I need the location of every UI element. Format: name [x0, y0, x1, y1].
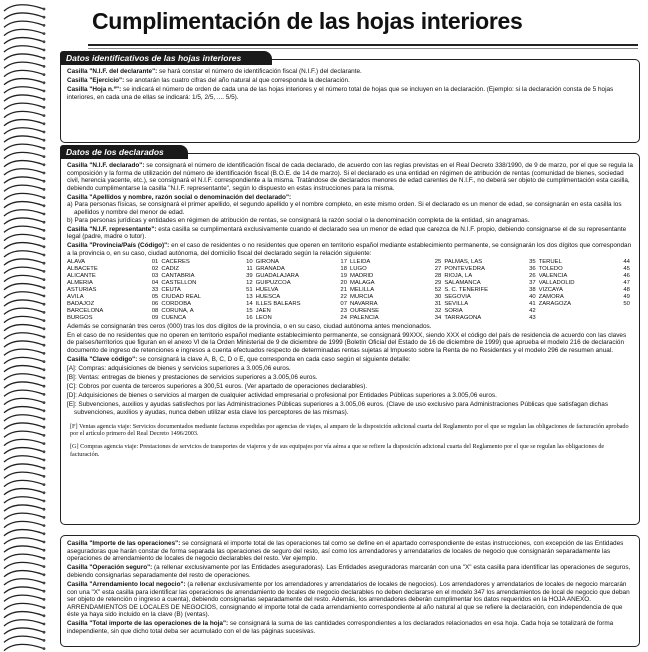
province-code: 51: [246, 286, 253, 293]
field-text: se hará constar el número de identificación fiscal (N.I.F.) del declarante.: [157, 68, 362, 75]
province-name: ÁVILA: [67, 293, 84, 300]
field-label: Casilla "Provincia/País (Código)":: [67, 242, 170, 250]
province-row: [350, 315, 441, 322]
province-name: GUADALAJARA: [255, 272, 299, 279]
province-row: [444, 280, 535, 287]
province-name: GIRONA: [255, 258, 279, 265]
paragraph-total-importe: [67, 620, 633, 635]
province-code: 19: [340, 272, 347, 279]
province-name: CÓRDOBA: [161, 300, 192, 307]
province-name: CORUÑA, A: [161, 307, 194, 314]
title-rule: [88, 44, 638, 46]
province-row: [161, 294, 252, 301]
field-text: (a rellenar exclusivamente por los arrendadores y arrendatarios de locales de negocios). Los arrendadores y arrendatarios de locales de negocio marcarán con una "X" esta casilla para identificar las operaciones de arrendamiento de locales de negocio declarables no deben declararse en el modelo 347 los arrendamientos de local de negocio que deban ser objeto de retención o ingreso a cuenta), debiendo consignarlas separadamente del resto. Además, los arrendadores deberán cumplimentar los datos requeridos en la HOJA ANEXO. ARRENDAMIENTOS DE LOCALES DE NEGOCIOS, consignando el importe total de cada arrendamiento correspondiente al año natural al que se refiere la declaración, con independencia de que éste ya haya sido incluido en la clave (B) (ventas).: [67, 580, 630, 619]
province-column: [539, 259, 633, 322]
province-row: [539, 294, 630, 301]
province-name: CASTELLÓN: [161, 279, 197, 286]
clave-item: [A]: Compras: adquisiciones de bienes y servicios superiores a 3.005,06 euros.: [67, 365, 291, 373]
province-row: [67, 273, 158, 280]
province-row: [350, 259, 441, 266]
province-row: [539, 266, 630, 273]
province-row: [539, 301, 630, 308]
paragraph-importe-operaciones: [67, 540, 633, 563]
province-code: 06: [151, 300, 159, 307]
province-name: ALBACETE: [67, 265, 98, 272]
field-label: Casilla "Apellidos y nombre, razón social o denominación del declarado":: [67, 193, 292, 201]
paragraph-apellidos-label: [67, 194, 633, 202]
field-text: se indicará el número de orden de cada una de las hojas interiores y el número total de hojas que se incluyen en la declaración. (Ejemplo: si la declaración consta de 5 hojas interiores, en cada una de ellas se indicará: 1/5, 2/5, .... 5/5).: [67, 86, 614, 101]
spiral-binding: [0, 0, 50, 652]
province-row: [444, 287, 535, 294]
province-code: 22: [340, 293, 347, 300]
province-row: [539, 273, 630, 280]
province-row: [350, 287, 441, 294]
province-code: 18: [340, 265, 347, 272]
province-name: LLEIDA: [349, 258, 371, 265]
province-column: [161, 259, 255, 322]
province-code: 47: [623, 279, 630, 286]
province-code: 48: [623, 286, 630, 293]
province-code: 16: [246, 314, 253, 321]
field-text: (a rellenar exclusivamente por las Entidades aseguradoras). Las Entidades aseguradoras marcarán con una "X" esta casilla para identificar las operaciones de seguros, debiendo consignarlas separadamente del resto de operaciones.: [67, 564, 631, 579]
province-name: CÁCERES: [161, 258, 190, 265]
section-identificativos: [60, 53, 640, 143]
field-text: se consignará la clave A, B, C, D o E, que corresponda en cada caso según el siguiente detalle:: [137, 356, 411, 363]
paragraph-arrendamiento: [67, 581, 633, 619]
province-name: PONTEVEDRA: [444, 265, 485, 272]
field-label: Casilla "Operación seguro":: [67, 564, 153, 572]
province-code: 25: [434, 258, 442, 265]
province-name: SEVILLA: [444, 300, 469, 307]
province-row: [444, 315, 535, 322]
province-name: S. C. TENERIFE: [444, 286, 489, 293]
section-content: [67, 162, 633, 458]
province-code: 33: [151, 286, 159, 293]
province-row: [350, 308, 441, 315]
province-row: [67, 308, 158, 315]
province-name: VALENCIA: [538, 272, 568, 279]
province-code: 03: [151, 272, 159, 279]
paragraph-personas-juridicas: b) Para personas jurídicas y entidades en régimen de atribución de rentas, se consignará la razón social o la denominación completa de la entidad, sin anagramas.: [67, 216, 530, 224]
province-code: 52: [434, 286, 442, 293]
province-row: [161, 287, 252, 294]
province-code: 24: [340, 314, 347, 321]
field-label: Casilla "Importe de las operaciones":: [67, 540, 181, 547]
province-name: BURGOS: [67, 314, 93, 321]
province-code: 32: [434, 307, 442, 314]
province-name: JAÉN: [255, 307, 271, 314]
province-code: 17: [340, 258, 347, 265]
province-name: PALMAS, LAS: [444, 258, 483, 265]
province-column: [444, 259, 538, 322]
page-title: Cumplimentación de las hojas interiores: [92, 8, 523, 34]
field-text: se consignará la suma de las cantidades correspondientes a los declarados relacionados en esa hoja. Cada hoja se totalizará de forma independiente, sin que dicho total deba ser acumulado con el de las páginas sucesivas.: [67, 620, 614, 636]
note-compras-agencia-viaje: [G] Compras agencia viaje: Prestaciones de servicios de transportes de viajeros y de sus equipajes por vía aérea a que se refiere la disposición adicional cuarta del Reglamento por el que se regulan las obligaciones de facturación.: [70, 443, 605, 458]
province-name: VALLADOLID: [538, 279, 575, 286]
province-code: 20: [340, 279, 347, 286]
province-row: [256, 315, 347, 322]
section-heading: Datos de los declarados: [60, 145, 188, 159]
province-code: 07: [340, 300, 347, 307]
province-row: [256, 259, 347, 266]
province-code: 23: [340, 307, 347, 314]
province-name: ASTURIAS: [67, 286, 97, 293]
province-name: HUELVA: [255, 286, 279, 293]
section-heading: Datos identificativos de las hojas interiores: [60, 51, 272, 65]
section-content: [67, 540, 633, 636]
province-code: 41: [529, 300, 536, 307]
province-code: 10: [246, 258, 253, 265]
province-row: [539, 259, 630, 266]
province-code: 11: [246, 265, 253, 272]
note-ventas-agencia-viaje: [F] Ventas agencia viaje: Servicios documentados mediante facturas expedidas por agencias de viajes, al amparo de la disposición adicional cuarta del Reglamento por el que se regulan las obligaciones de facturación aprobado por el artículo primero del Real Decreto 1496/2003.: [70, 422, 629, 438]
province-row: [444, 294, 535, 301]
province-name: ZARAGOZA: [538, 300, 572, 307]
province-code: 44: [623, 258, 630, 265]
province-column: [67, 259, 161, 322]
province-row: [350, 273, 441, 280]
province-code: 13: [246, 293, 253, 300]
province-code: 40: [529, 293, 536, 300]
province-name: MURCIA: [349, 293, 374, 300]
province-name: RIOJA, LA: [444, 272, 473, 279]
province-column: [256, 259, 350, 322]
province-name: HUESCA: [255, 293, 281, 300]
province-row: [256, 273, 347, 280]
province-name: NAVARRA: [349, 300, 378, 307]
province-name: CUENCA: [161, 314, 187, 321]
clave-item: [C]: Cobros por cuenta de terceros superiores a 300,51 euros. (Ver apartado de operaciones declarables).: [67, 383, 368, 391]
province-code: 45: [623, 265, 630, 272]
province-row: [539, 280, 630, 287]
province-row: [161, 259, 252, 266]
province-row: [539, 287, 630, 294]
province-row: [350, 301, 441, 308]
province-code: 36: [529, 265, 536, 272]
paragraph-clave-codigo: [67, 356, 633, 364]
field-label: Casilla "Total importe de las operaciones de la hoja":: [67, 620, 229, 628]
field-text: se anotarán las cuatro cifras del año natural al que corresponda la declaración.: [124, 77, 350, 85]
province-name: SEGOVIA: [444, 293, 471, 300]
province-row: [67, 315, 158, 322]
province-name: CÁDIZ: [161, 265, 180, 272]
province-code: 34: [434, 314, 442, 321]
clave-item: [D]: Adquisiciones de bienes o servicios al margen de cualquier actividad empresarial o profesional por Entidades Públicas superiores a 3.005,06 euros.: [67, 392, 497, 400]
province-row: [161, 308, 252, 315]
clave-item: [B]: Ventas: entregas de bienes y prestaciones de servicios superiores a 3.005,06 euros.: [67, 374, 318, 382]
province-name: ZAMORA: [538, 293, 564, 300]
province-code: 46: [623, 272, 630, 279]
province-name: SALAMANCA: [444, 279, 481, 286]
province-row: [161, 266, 252, 273]
province-code: 42: [529, 307, 536, 314]
title-rule-thin: [88, 48, 638, 49]
province-name: VIZCAYA: [538, 286, 563, 293]
province-code: 15: [246, 307, 253, 314]
province-code: 28: [434, 272, 442, 279]
province-code: 09: [151, 314, 159, 321]
province-column: [350, 259, 444, 322]
province-row: [350, 266, 441, 273]
field-text: esta casilla se cumplimentará exclusivamente cuando el declarado sea un menor de edad que carezca de N.I.F. propio, debiendo consignarse el de su representante legal (padre, madre o tutor).: [67, 225, 627, 241]
field-label: Casilla "Arrendamiento local negocio":: [67, 580, 186, 588]
province-row: [161, 280, 252, 287]
province-name: ALMERÍA: [67, 279, 93, 286]
province-name: BADAJOZ: [67, 300, 95, 307]
province-code: 02: [151, 265, 159, 272]
province-code-table: [67, 259, 633, 322]
province-row: [67, 294, 158, 301]
field-label: Casilla "N.I.F. del declarante":: [67, 68, 158, 75]
province-row: [350, 294, 441, 301]
province-row: [444, 308, 535, 315]
province-code: 21: [340, 286, 347, 293]
field-text: se consignará el importe total de las operaciones tal como se define en el apartado correspondiente de estas instrucciones, con excepción de las Entidades aseguradoras que harán constar de forma separada las operaciones de seguro del resto, así como los arrendadores y arrendatarios de locales de negocio que consignarán separadamente las operaciones de arrendamiento de locales de negocio declarables del resto. Ver ejemplo.: [67, 540, 624, 563]
province-code: 29: [434, 279, 442, 286]
province-row: [256, 287, 347, 294]
province-code: 26: [529, 272, 536, 279]
province-code: 05: [151, 293, 159, 300]
province-name: ÁLAVA: [67, 258, 86, 265]
province-code: 01: [151, 258, 159, 265]
province-code: 37: [529, 279, 536, 286]
province-code: 30: [434, 293, 442, 300]
province-name: TARRAGONA: [444, 314, 482, 321]
province-code: 50: [623, 300, 630, 307]
paragraph-nif-declarado: [67, 162, 633, 192]
province-code: 27: [434, 265, 442, 272]
paragraph-no-residentes: En el caso de no residentes que no operen en territorio español mediante establecimiento permanente, se consignará 99XXX, siendo XXX el código del país de residencia de acuerdo con las claves de países/territorios que figuran en el anexo VI de la Orden Ministerial de 9 de diciembre de 1999 (Boletín Oficial del Estado de 16 de diciembre de 1999) que aprueba el modelo 216 de declaración documento de ingreso de retenciones e ingresos a cuenta efectuados respecto de determinadas rentas sujetas al Impuesto sobre la Renta de no Residentes y el modelo 296 de resumen anual.: [67, 331, 627, 354]
province-name: OURENSE: [349, 307, 380, 314]
section-declarados: [60, 147, 640, 525]
province-row: [161, 301, 252, 308]
field-label: Casilla "Ejercicio":: [67, 77, 125, 85]
province-code: 49: [623, 293, 630, 300]
province-name: CEUTA: [161, 286, 181, 293]
paragraph-operacion-seguro: [67, 564, 633, 579]
field-label: Casilla "Clave código":: [67, 356, 138, 363]
field-text: en el caso de residentes o no residentes que operen en territorio español mediante establecimiento permanente, se consignarán los dos dígitos que correspondan a la provincia o, en su caso, ciudad autónoma, del domicilio fiscal del declarado según la relación siguiente:: [67, 242, 632, 258]
province-name: ALICANTE: [67, 272, 96, 279]
province-code: 31: [434, 300, 442, 307]
province-row: [67, 259, 158, 266]
paragraph-nif-declarante: [67, 68, 633, 76]
province-code: 14: [246, 300, 253, 307]
province-code: 39: [246, 272, 253, 279]
province-name: BARCELONA: [67, 307, 104, 314]
paragraph-hoja: [67, 86, 633, 101]
province-row: [256, 266, 347, 273]
province-name: ILLES BALEARS: [255, 300, 301, 307]
province-row: [444, 266, 535, 273]
paragraph-ceros: Además se consignarán tres ceros (000) tras los dos dígitos de la provincia, o en su caso, ciudad autónoma antes mencionados.: [67, 322, 432, 330]
paragraph-nif-representante: [67, 226, 633, 241]
province-row: [350, 280, 441, 287]
province-row: [444, 301, 535, 308]
section-content: [67, 68, 633, 101]
province-name: CANTABRIA: [161, 272, 195, 279]
province-name: GRANADA: [255, 265, 285, 272]
province-row: [444, 273, 535, 280]
province-row: [67, 280, 158, 287]
paragraph-personas-fisicas: a) Para personas físicas, se consignará el primer apellido, el segundo apellido y el nombre completo, en este mismo orden. Si el declarado es un menor de edad, se consignarán en esta casilla los apellidos y nombre del menor de edad.: [67, 201, 622, 217]
clave-item: [E]: Subvenciones, auxilios y ayudas satisfechos por las Administraciones Públicas superiores a 3.005,06 euros. (Clave de uso exclusivo para Administraciones Públicas que satisfagan dichas subvenciones, auxilios y ayudas, nunca deben utilizar esta clave los perceptores de las mismas).: [67, 401, 609, 417]
province-name: PALENCIA: [349, 314, 379, 321]
province-code: 12: [246, 279, 253, 286]
province-name: TERUEL: [538, 258, 562, 265]
province-name: MÁLAGA: [349, 279, 375, 286]
province-row: [256, 308, 347, 315]
province-name: MADRID: [349, 272, 374, 279]
field-label: Casilla "N.I.F. representante":: [67, 225, 157, 233]
province-code: 08: [151, 307, 159, 314]
province-name: TOLEDO: [538, 265, 563, 272]
province-name: LEÓN: [255, 314, 272, 321]
province-row: [256, 294, 347, 301]
province-name: MELILLA: [349, 286, 375, 293]
province-row: [161, 315, 252, 322]
field-text: se consignará el número de identificación fiscal de cada declarado, de acuerdo con las reglas previstas en el Real Decreto 338/1990, de 9 de marzo, por el que se regula la composición y la forma de utilización del número de identificación fiscal (B.O.E. de 14 de marzo). Si el declarado es una entidad en régimen de atribución de rentas (comunidad de bienes, sociedad civil, herencia yacente, etc.), se consignará el N.I.F. correspondiente a la misma. Tratándose de declarados menores de edad carentes de N.I.F., no deberá ser objeto de cumplimentación esta casilla, debiendo cumplimentarse la casilla "N.I.F. representante", según lo dispuesto en estas instrucciones para la misma.: [67, 162, 633, 192]
province-row: [67, 301, 158, 308]
field-label: Casilla "N.I.F. declarado":: [67, 162, 145, 169]
province-row: [256, 301, 347, 308]
province-row: [444, 259, 535, 266]
province-code: 43: [529, 314, 536, 321]
province-name: GUIPÚZCOA: [255, 279, 291, 286]
paragraph-provincia: [67, 242, 633, 257]
province-row: [256, 280, 347, 287]
province-code: 04: [151, 279, 159, 286]
province-row: [67, 266, 158, 273]
field-label: Casilla "Hoja n.º":: [67, 86, 122, 94]
province-name: CIUDAD REAL: [161, 293, 201, 300]
province-name: SORIA: [444, 307, 463, 314]
province-row: [161, 273, 252, 280]
paragraph-ejercicio: [67, 77, 633, 85]
province-code: 38: [529, 286, 536, 293]
province-code: 35: [529, 258, 536, 265]
province-name: LUGO: [349, 265, 367, 272]
province-row: [67, 287, 158, 294]
section-importes: [60, 535, 640, 647]
